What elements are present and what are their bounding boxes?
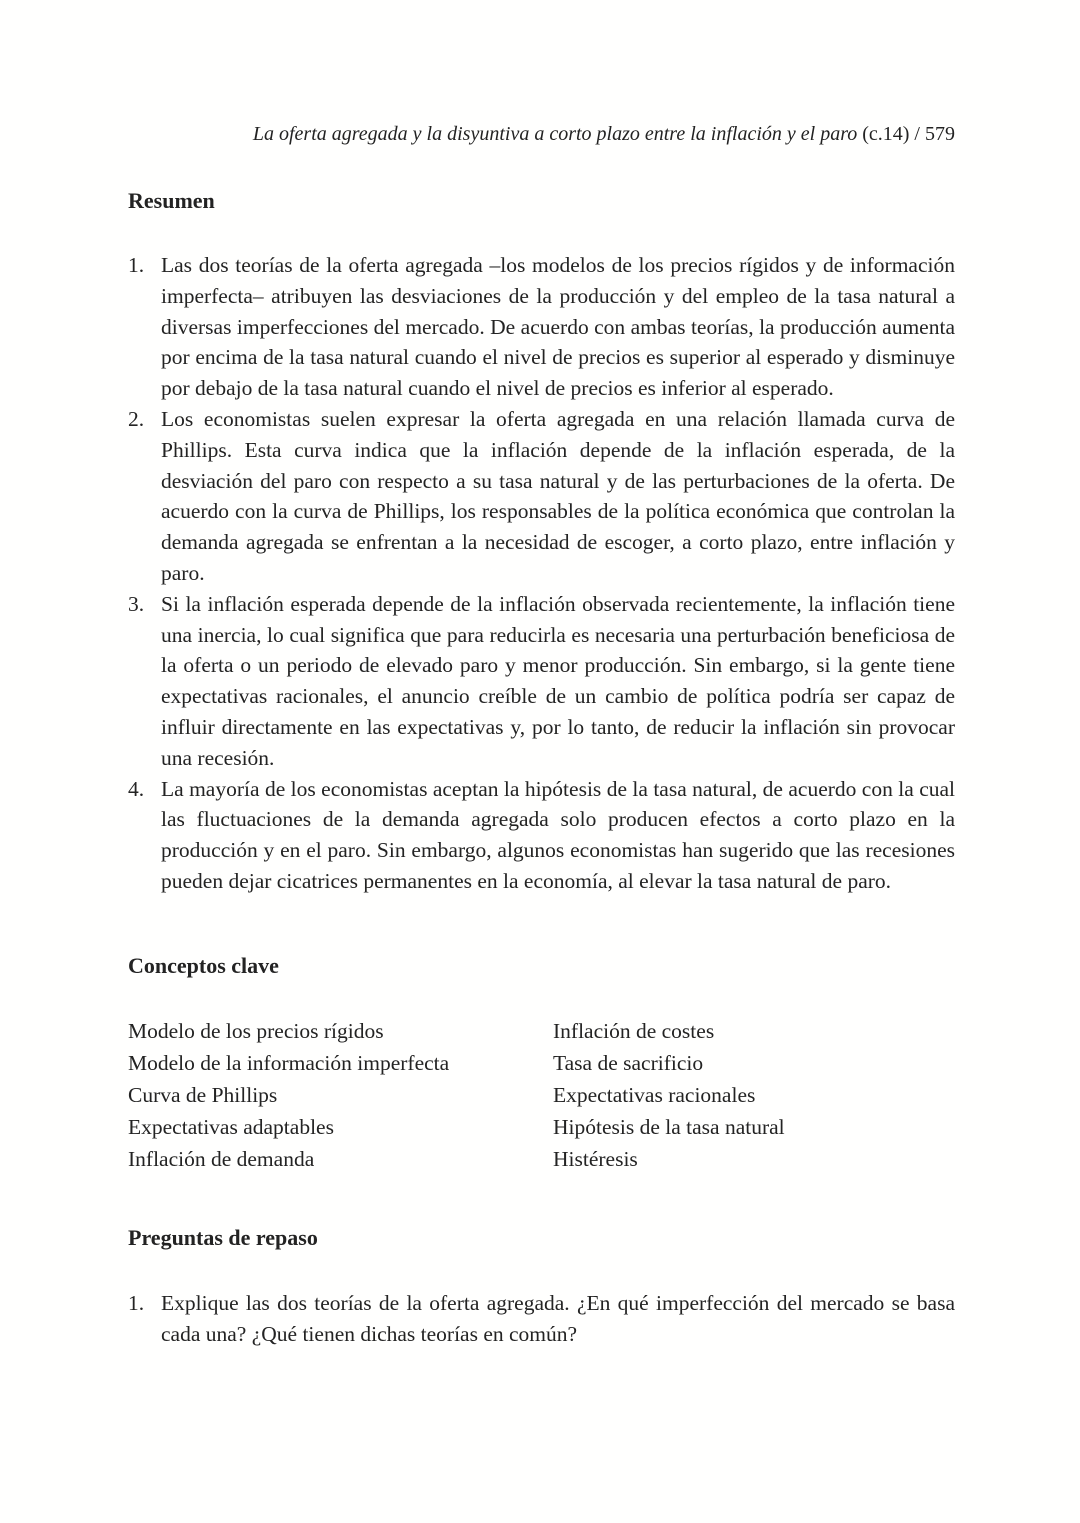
summary-heading: Resumen — [128, 188, 215, 213]
summary-item — [128, 589, 955, 774]
item-number: 2. — [128, 406, 145, 431]
key-concept-item: Hipótesis de la tasa natural — [553, 1114, 785, 1139]
key-concept-item: Curva de Phillips — [128, 1082, 278, 1107]
key-concept-item: Modelo de los precios rígidos — [128, 1018, 384, 1043]
key-concepts-right-column — [553, 1015, 955, 1175]
item-text: Explique las dos teorías de la oferta agregada. ¿En qué imperfección del mercado se basa cada una? ¿Qué tienen dichas teorías en común? — [161, 1290, 955, 1346]
summary-item — [128, 774, 955, 897]
item-text: La mayoría de los economistas aceptan la hipótesis de la tasa natural, de acuerdo con la cual las fluctuaciones de la demanda agregada solo producen efectos a corto plazo en la producción y en el paro. Sin embargo, algunos economistas han sugerido que las recesiones pueden dejar cicatrices permanentes en la economía, al elevar la tasa natural de paro. — [161, 776, 955, 893]
running-header-page-number: (c.14) / 579 — [857, 123, 955, 145]
item-text: Las dos teorías de la oferta agregada –los modelos de los precios rígidos y de información imperfecta– atribuyen las desviaciones de la producción y del empleo de la tasa natural a diversas imperfecciones del mercado. De acuerdo con ambas teorías, la producción aumenta por encima de la tasa natural cuando el nivel de precios es superior al esperado y disminuye por debajo de la tasa natural cuando el nivel de precios es inferior al esperado. — [161, 253, 955, 401]
key-concept-item: Expectativas adaptables — [128, 1114, 334, 1139]
key-concept-item: Histéresis — [553, 1146, 638, 1171]
item-number: 3. — [128, 591, 145, 616]
key-concept-item: Expectativas racionales — [553, 1082, 756, 1107]
review-questions-list — [128, 1288, 955, 1350]
item-text: Los economistas suelen expresar la oferta agregada en una relación llamada curva de Phillips. Esta curva indica que la inflación depende de la inflación esperada, de la desviación del paro con respecto a su tasa natural y de las perturbaciones de la oferta. De acuerdo con la curva de Phillips, los responsables de la política económica que controlan la demanda agregada se enfrentan a la necesidad de escoger, a corto plazo, entre inflación y paro. — [161, 406, 955, 585]
summary-list — [128, 250, 955, 897]
key-concepts-heading: Conceptos clave — [128, 952, 279, 978]
key-concept-item: Inflación de demanda — [128, 1146, 315, 1171]
running-header-title: La oferta agregada y la disyuntiva a corto plazo entre la inflación y el paro — [252, 123, 858, 145]
item-number: 1. — [128, 1290, 145, 1315]
running-header — [128, 120, 955, 148]
key-concept-item: Tasa de sacrificio — [553, 1050, 704, 1075]
item-number: 1. — [128, 253, 145, 277]
review-questions-heading: Preguntas de repaso — [128, 1224, 318, 1250]
item-number: 4. — [128, 776, 145, 801]
key-concept-item: Inflación de costes — [553, 1018, 715, 1043]
summary-item — [128, 250, 955, 404]
summary-item — [128, 404, 955, 589]
key-concepts-left-column — [128, 1015, 553, 1175]
review-question-item — [128, 1288, 955, 1350]
key-concepts-columns — [128, 1015, 955, 1175]
key-concept-item: Modelo de la información imperfecta — [128, 1050, 450, 1075]
item-text: Si la inflación esperada depende de la inflación observada recientemente, la inflación tiene una inercia, lo cual significa que para reducirla es necesaria una perturbación beneficiosa de la oferta o un periodo de elevado paro y menor producción. Sin embargo, si la gente tiene expectativas racionales, el anuncio creíble de un cambio de política podría ser capaz de influir directamente en las expectativas y, por lo tanto, de reducir la inflación sin provocar una recesión. — [161, 591, 955, 770]
